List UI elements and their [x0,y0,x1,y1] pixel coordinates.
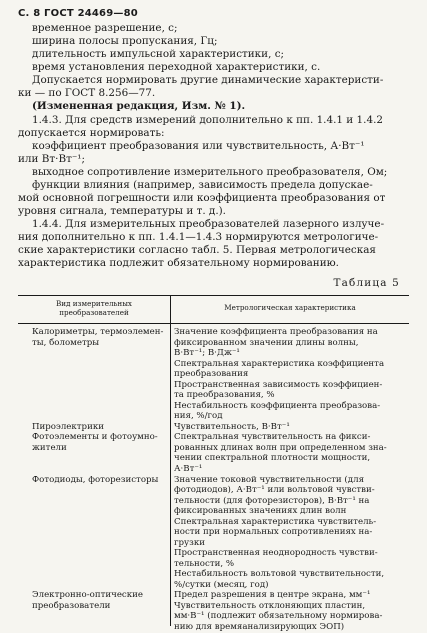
body-line: выходное сопротивление измерительного преобразователя, Ом; [32,166,388,178]
table-col1-line: Пироэлектрики [32,421,104,432]
table-title: Таблица 5 [333,277,400,289]
table-col2-line: В·Вт⁻¹; В·Дж⁻¹ [174,348,240,359]
table-col2-line: Пространственная зависимость коэффициен- [174,379,383,390]
table-top-rule [18,295,409,296]
table-col2-line: Нестабильность коэффициента преобразова- [174,400,381,411]
body-line: функции влияния (например, зависимость предела допускае- [32,179,373,191]
table-header-col2: Метрологическая характеристика [224,303,356,312]
table-col2-line: Пространственная неоднородность чувстви- [174,548,378,559]
table-col2-line: тельности (для фоторезисторов), В·Вт⁻¹ на [174,495,370,506]
body-line: 1.4.3. Для средств измерений дополнительно к пп. 1.4.1 и 1.4.2 [32,114,383,126]
table-col2-line: та преобразования, % [174,390,275,401]
body-line: временное разрешение, с; [32,22,178,34]
body-line: 1.4.4. Для измерительных преобразователей лазерного излуче- [32,218,385,230]
table-col2-line: %/сутки (месяц, год) [174,579,269,590]
table-col1-line: Фотодиоды, фоторезисторы [32,474,159,485]
body-line: коэффициент преобразования или чувствительность, А·Вт⁻¹ [32,140,365,152]
table-col2-line: Чувствительность отклоняющих пластин, [174,600,366,611]
page-header: С. 8 ГОСТ 24469—80 [18,8,138,19]
table-col2-line: грузки [174,537,205,548]
body-line: ния дополнительно к пп. 1.4.1—1.4.3 нормируются метрологиче- [18,231,379,243]
table-col2-line: чении спектральной плотности мощности, [174,453,371,464]
table-col2-line: А·Вт⁻¹ [174,463,203,474]
table-col2-line: рованных длинах волн при определенном зна- [174,442,387,453]
table-col2-line: нию для времяанализирующих ЭОП) [174,622,345,632]
table-header-col1 [18,299,170,317]
table-col2-line: преобразования [174,369,249,380]
body-line: уровня сигнала, температуры и т. д.). [18,205,226,217]
table-col2-line: Нестабильность вольтовой чувствительности, [174,569,385,580]
table-col2-line: фиксированном значении длины волны, [174,337,359,348]
table-col1-line: жители [32,442,67,453]
table-col1-line: Фотоэлементы и фотоумно- [32,432,158,443]
body-line: ские характеристики согласно табл. 5. Первая метрологическая [18,244,376,256]
body-line: мой основной погрешности или коэффициента преобразования от [18,192,386,204]
body-line: допускается нормировать: [18,127,165,139]
table-col1-line: Электронно-оптические [32,590,144,601]
body-line: ширина полосы пропускания, Гц; [32,35,218,47]
body-line: Допускается нормировать другие динамические характеристи- [32,74,384,86]
body-line: или Вт·Вт⁻¹; [18,153,85,165]
amendment-note: (Измененная редакция, Изм. № 1). [32,100,246,112]
body-line: время установления переходной характеристики, с. [32,61,321,73]
body-line: характеристика подлежит обязательному нормированию. [18,257,339,269]
table-col2-line: Спектральная характеристика коэффициента [174,358,385,369]
body-line: длительность импульсной характеристики, с; [32,48,285,60]
table-col2-line: Спектральная характеристика чувствитель- [174,516,377,527]
table-col2-line: Спектральная чувствительность на фикси- [174,432,371,443]
body-line: ки — по ГОСТ 8.256—77. [18,87,156,99]
table-col2-line: ности при нормальных сопротивлениях на- [174,527,373,538]
table-col1-line: Калориметры, термоэлемен- [32,327,164,337]
table-header-col1-line: Вид измерительных [55,299,132,308]
table-header-rule [18,323,409,324]
table-col1-line: ты, болометры [32,337,100,348]
table-col2-line: фотодиодов), А·Вт⁻¹ или вольтовой чувстви- [174,485,375,496]
table-header-col1-line: преобразователей [59,308,129,317]
table-col2-line: Чувствительность, В·Вт⁻¹ [174,421,290,432]
table-col1-line: преобразователи [32,600,111,611]
table-column-divider [170,295,171,626]
table-col2-line: фиксированных значениях длин волн [174,506,347,517]
table-col2-line: мм·В⁻¹ (подлежит обязательному нормирова- [174,611,383,622]
table-col2-line: Значение коэффициента преобразования на [174,327,378,337]
table-col2-line: Значение токовой чувствительности (для [174,474,365,485]
table-col2-line: Предел разрешения в центре экрана, мм⁻¹ [174,590,371,601]
table-col2-line: ния, %/год [174,411,223,422]
table-col2-line: тельности, % [174,558,235,569]
